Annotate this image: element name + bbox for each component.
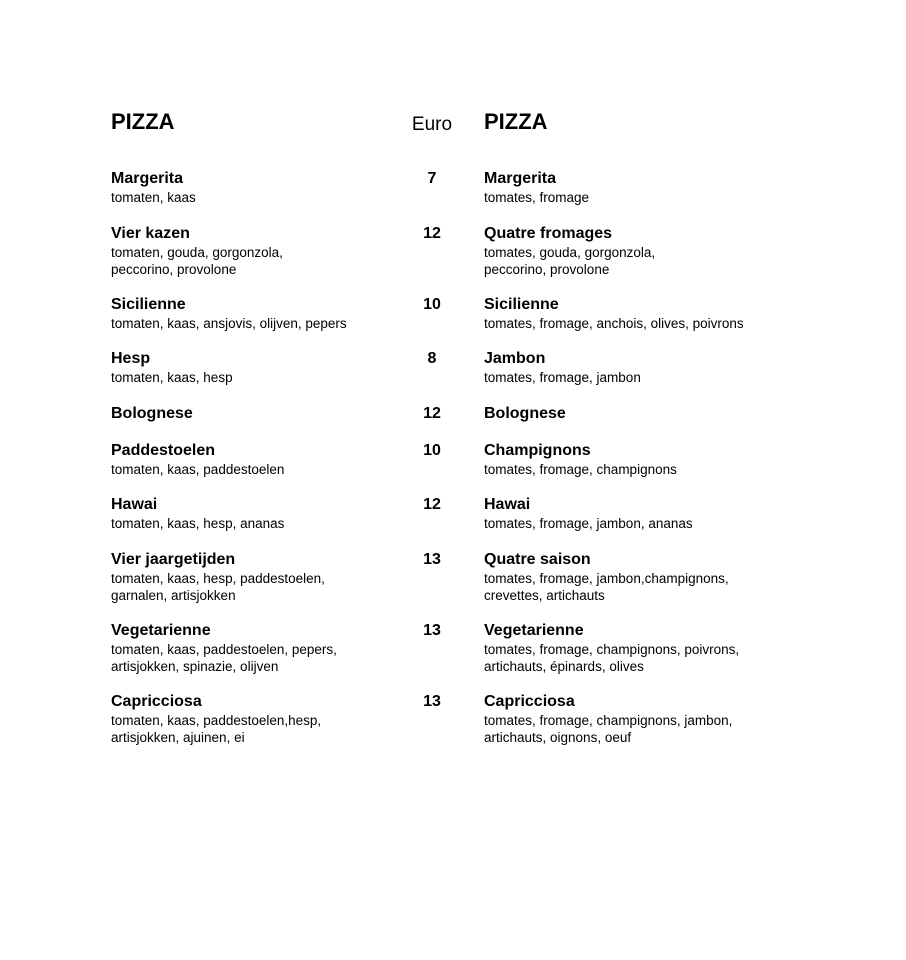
item-price: 8	[427, 350, 437, 367]
item-desc-nl: tomaten, kaas, ansjovis, olijven, pepers	[111, 316, 347, 331]
menu-item-price	[402, 621, 462, 641]
menu-item-fr	[484, 404, 784, 424]
item-name-nl: Sicilienne	[111, 296, 186, 313]
item-name-nl: Capricciosa	[111, 693, 202, 710]
menu-item-fr	[484, 224, 784, 278]
item-price: 10	[423, 442, 441, 459]
item-desc-fr: tomates, fromage, champignons, jambon, artichauts, oignons, oeuf	[484, 713, 733, 745]
item-name-fr: Quatre fromages	[484, 225, 613, 242]
item-name-nl: Vier jaargetijden	[111, 551, 236, 568]
item-price: 12	[423, 496, 441, 513]
item-desc-fr: tomates, fromage, jambon,champignons, crevettes, artichauts	[484, 571, 729, 603]
item-desc-nl: tomaten, kaas, hesp	[111, 370, 233, 385]
menu-item-price	[402, 404, 462, 424]
item-desc-fr: tomates, fromage, jambon	[484, 370, 641, 385]
header-title-fr: PIZZA	[484, 109, 548, 134]
item-name-fr: Capricciosa	[484, 693, 575, 710]
item-desc-nl: tomaten, kaas	[111, 190, 196, 205]
item-name-fr: Sicilienne	[484, 296, 559, 313]
menu-item-nl	[111, 404, 401, 424]
item-name-fr: Vegetarienne	[484, 622, 584, 639]
menu-item-fr	[484, 295, 784, 332]
menu-item-price	[402, 224, 462, 244]
item-desc-fr: tomates, fromage	[484, 190, 590, 205]
menu-item-price	[402, 349, 462, 369]
item-name-fr: Quatre saison	[484, 551, 591, 568]
header-currency-cell	[402, 108, 462, 136]
menu-item-price	[402, 495, 462, 515]
item-name-fr: Jambon	[484, 350, 546, 367]
item-price: 13	[423, 551, 441, 568]
item-desc-fr: tomates, gouda, gorgonzola, peccorino, provolone	[484, 245, 656, 277]
menu-item-fr	[484, 550, 784, 604]
item-desc-nl: tomaten, gouda, gorgonzola, peccorino, provolone	[111, 245, 283, 277]
menu-item-nl	[111, 621, 401, 675]
item-desc-fr: tomates, fromage, champignons, poivrons, artichauts, épinards, olives	[484, 642, 740, 674]
menu-item-nl	[111, 169, 401, 206]
item-desc-nl: tomaten, kaas, hesp, paddestoelen, garnalen, artisjokken	[111, 571, 325, 603]
menu-item-nl	[111, 550, 401, 604]
item-price: 7	[427, 170, 437, 187]
menu-item-fr	[484, 441, 784, 478]
menu-item-fr	[484, 169, 784, 206]
item-desc-nl: tomaten, kaas, paddestoelen, pepers, artisjokken, spinazie, olijven	[111, 642, 337, 674]
item-name-nl: Paddestoelen	[111, 442, 216, 459]
menu-item-fr	[484, 621, 784, 675]
item-name-nl: Vier kazen	[111, 225, 190, 242]
menu-item-nl	[111, 495, 401, 532]
menu-item-nl	[111, 441, 401, 478]
menu-item-fr	[484, 349, 784, 386]
menu-item-nl	[111, 349, 401, 386]
item-name-fr: Bolognese	[484, 405, 566, 422]
item-desc-nl: tomaten, kaas, hesp, ananas	[111, 516, 285, 531]
item-name-nl: Hawai	[111, 496, 158, 513]
item-price: 13	[423, 693, 441, 710]
item-desc-fr: tomates, fromage, anchois, olives, poivrons	[484, 316, 744, 331]
header-title-nl-cell	[111, 108, 401, 136]
item-name-nl: Margerita	[111, 170, 184, 187]
item-name-nl: Hesp	[111, 350, 151, 367]
header-currency: Euro	[411, 114, 453, 135]
item-desc-fr: tomates, fromage, jambon, ananas	[484, 516, 693, 531]
item-name-fr: Margerita	[484, 170, 557, 187]
item-name-nl: Bolognese	[111, 405, 193, 422]
item-desc-nl: tomaten, kaas, paddestoelen,hesp, artisjokken, ajuinen, ei	[111, 713, 322, 745]
item-name-nl: Vegetarienne	[111, 622, 211, 639]
menu-item-nl	[111, 295, 401, 332]
menu-item-price	[402, 169, 462, 189]
item-price: 12	[423, 405, 441, 422]
menu-item-nl	[111, 224, 401, 278]
item-desc-fr: tomates, fromage, champignons	[484, 462, 677, 477]
menu-item-nl	[111, 692, 401, 746]
item-desc-nl: tomaten, kaas, paddestoelen	[111, 462, 285, 477]
menu-item-price	[402, 441, 462, 461]
menu-item-price	[402, 692, 462, 712]
menu-item-fr	[484, 692, 784, 746]
menu-item-price	[402, 550, 462, 570]
menu-item-fr	[484, 495, 784, 532]
item-price: 12	[423, 225, 441, 242]
item-price: 13	[423, 622, 441, 639]
header-title-fr-cell	[484, 108, 784, 136]
item-name-fr: Champignons	[484, 442, 591, 459]
item-name-fr: Hawai	[484, 496, 531, 513]
item-price: 10	[423, 296, 441, 313]
menu-item-price	[402, 295, 462, 315]
header-title-nl: PIZZA	[111, 109, 175, 134]
